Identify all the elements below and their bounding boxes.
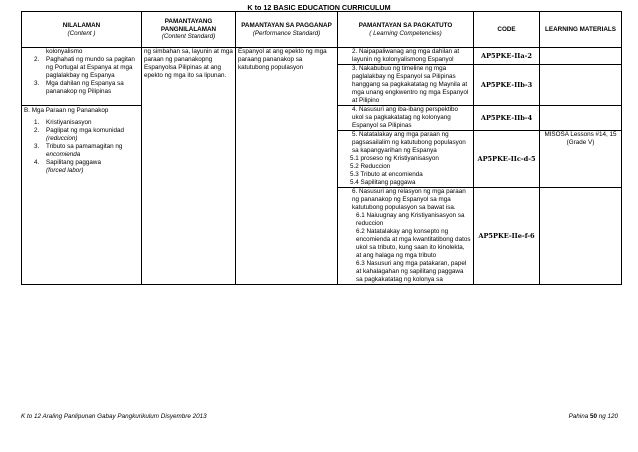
content-item [34, 119, 139, 127]
materials-cell [540, 188, 622, 285]
competency-item: 6. Nasusuri ang relasyon ng mga paraan ng pananakop ng Espanyol sa mga katutubong populasyon sa bawat isa. [352, 188, 466, 211]
materials-cell: MISOSA Lessons #14, 15 (Grade V) [540, 131, 622, 188]
content-item-text: Mga dahilan ng Espanya sa pananakop ng Pilipinas [46, 80, 124, 95]
content-item [34, 151, 139, 159]
competency-cell [338, 188, 474, 285]
content-item-text: Sapilitang paggawa [46, 159, 101, 166]
code-cell: AP5PKE-IIa-2 [474, 48, 540, 65]
header-row [22, 12, 622, 48]
header-performance-standard: PAMANTAYAN SA PAGGANAP (Performance Standard) [236, 12, 338, 48]
header-learning-materials: LEARNING MATERIALS [540, 12, 622, 48]
content-item-text: kolonyalismo [46, 48, 83, 55]
content-section-title: B. Mga Paraan ng Pananakop [24, 107, 109, 114]
competency-item: 6.1 Naiuugnay ang Kristiyanisasyon sa reduccion [356, 212, 465, 227]
competency-item: 5. Natatalakay ang mga paraan ng pagsasailalim ng katutubong populasyon sa kapangyarihan ng Espanya [352, 131, 466, 154]
table-row [22, 48, 622, 65]
materials-cell [540, 48, 622, 65]
competency-item: 6.2 Natatalakay ang konsepto ng encomienda at mga kwantitatibong datos ukol sa tributo, kung saan ito kinolekta, at ang halaga ng mga tributo [356, 228, 471, 259]
code-cell: AP5PKE-IIb-4 [474, 106, 540, 131]
competency-item: 3. Nakabubuo ng timeline ng mga paglalakbay ng Espanyol sa Pilipinas hanggang sa pagkakatatag ng Maynila at mga unang engkwentro ng mga Espanyol at Pilipino [352, 65, 469, 104]
code-cell: AP5PKE-IIc-d-5 [474, 131, 540, 188]
header-content-standard: PAMANTAYANG PANGNILALAMAN (Content Standard) [142, 12, 236, 48]
content-item-number: 2. [34, 127, 40, 134]
content-item [34, 48, 139, 56]
document-title: K to 12 BASIC EDUCATION CURRICULUM [247, 3, 391, 12]
competency-item: 6.3 Nasusuri ang mga patakaran, papel at kahalagahan ng sapilitang paggawa sa pagkakatatag ng kolonya sa [356, 260, 467, 283]
competency-cell [338, 106, 474, 131]
content-cell-b [22, 106, 142, 285]
content-item-number: 2. [34, 56, 40, 63]
footer-document-name: K to 12 Araling Panlipunan Gabay Pangkurikulum Disyembre 2013 [21, 413, 207, 420]
content-item [34, 159, 139, 167]
content-item [34, 127, 139, 135]
content-cell-a [22, 48, 142, 106]
competency-cell [338, 48, 474, 65]
curriculum-table [21, 11, 622, 285]
content-item-number: 4. [34, 159, 40, 166]
content-item-text: Paghahati ng mundo sa pagitan ng Portugal at Espanya at mga paglalakbay ng Espanya [46, 56, 135, 79]
competency-item: 5.3 Tributo at encomienda [350, 171, 423, 178]
content-item-text: encomienda [46, 151, 81, 158]
competency-cell [338, 131, 474, 188]
content-item-text: Kristiyanisasyon [46, 119, 92, 126]
code-cell: AP5PKE-IIe-f-6 [474, 188, 540, 285]
content-item-text: Paglipat ng mga komunidad [46, 127, 125, 134]
competency-item: 2. Naipapaliwanag ang mga dahilan at layunin ng kolonyalismong Espanyol [352, 48, 460, 63]
materials-cell [540, 106, 622, 131]
content-item [34, 167, 139, 175]
competency-item: 4. Nasusuri ang iba-ibang perspektibo ukol sa pagkakatatag ng kolonyang Espanyol sa Pilipinas [352, 106, 459, 129]
competency-item: 5.4 Sapilitang paggawa [350, 179, 416, 186]
content-item [34, 135, 139, 143]
footer-page-number: Pahina 50 ng 120 [568, 413, 618, 420]
content-item [34, 56, 139, 80]
content-item [34, 80, 139, 96]
code-cell: AP5PKE-IIb-3 [474, 65, 540, 106]
competency-cell [338, 65, 474, 106]
content-item-number: 1. [34, 119, 40, 126]
competency-item: 5.2 Reduccion [350, 163, 391, 170]
performance-standard-cell: Espanyol at ang epekto ng mga paraang pananakop sa katutubong populasyon [236, 48, 338, 285]
content-standard-cell: ng simbahan sa, layunin at mga paraan ng pananakopng Espanyolsa Pilipinas at ang epekto ng mga ito sa lipunan. [142, 48, 236, 285]
header-learning-competencies: PAMANTAYAN SA PAGKATUTO ( Learning Competencies) [338, 12, 474, 48]
content-item-text: (forced labor) [46, 167, 84, 174]
content-item [34, 143, 139, 151]
content-item-number: 3. [34, 143, 40, 150]
content-item-text: (reduccion) [46, 135, 78, 142]
content-item-number: 3. [34, 80, 40, 87]
header-code: CODE [474, 12, 540, 48]
materials-cell [540, 65, 622, 106]
competency-item: 5.1 proseso ng Kristiyanisasyon [350, 155, 439, 162]
content-item-text: Tributo sa pamamagitan ng [46, 143, 123, 150]
header-content: NILALAMAN (Content ) [22, 12, 142, 48]
